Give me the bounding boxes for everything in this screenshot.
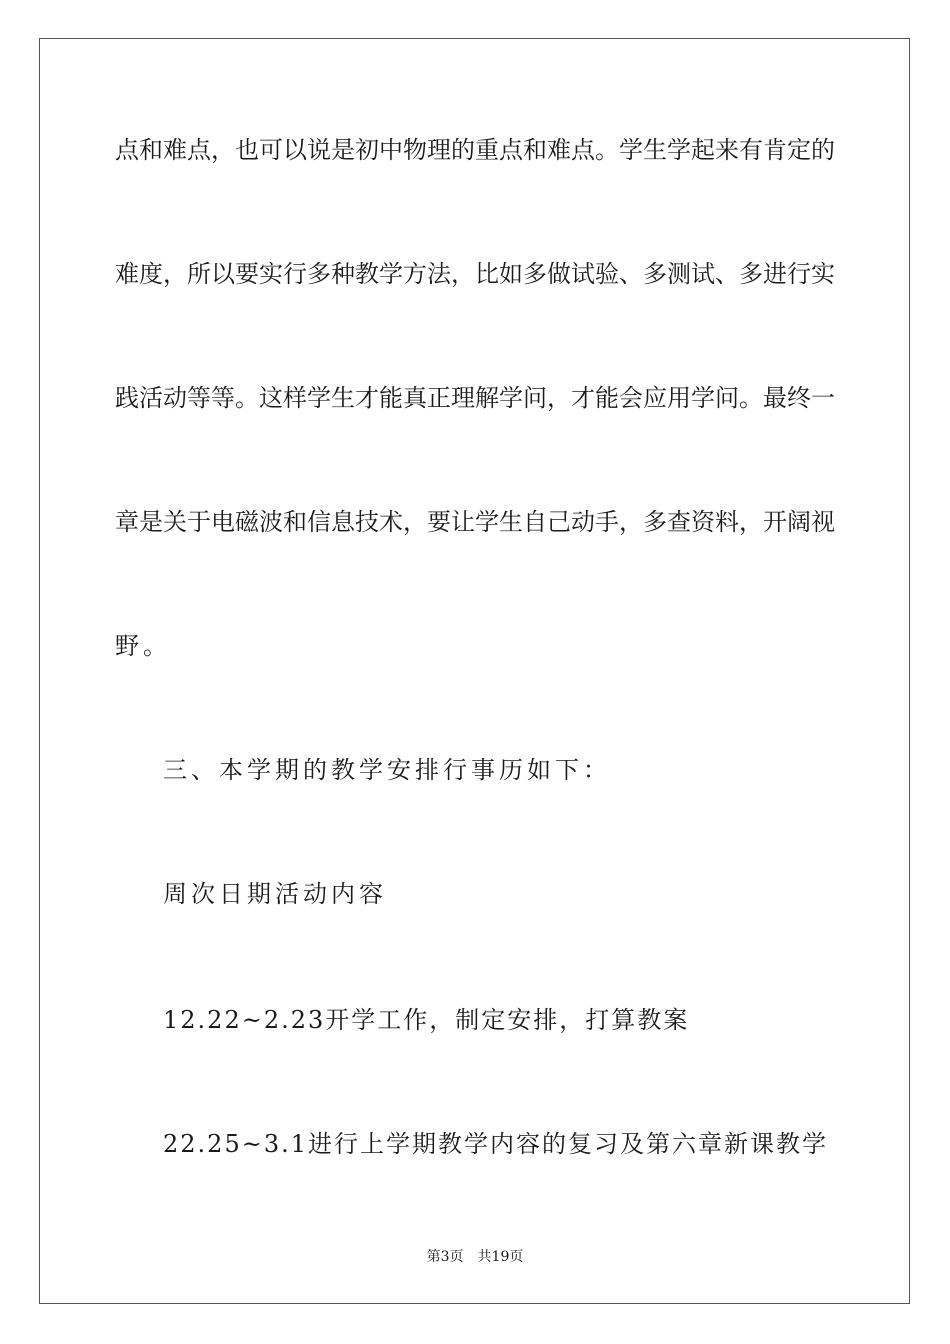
table-header: 周次日期活动内容 bbox=[163, 880, 387, 908]
page-number: 第3页 bbox=[426, 1249, 464, 1265]
schedule-row-2: 22.25~3.1进行上学期教学内容的复习及第六章新课教学 bbox=[163, 1130, 828, 1158]
section-heading: 三、本学期的教学安排行事历如下： bbox=[163, 756, 611, 784]
paragraph-line-2: 难度，所以要实行多种教学方法，比如多做试验、多测试、多进行实 bbox=[115, 260, 835, 288]
schedule-row-1: 12.22~2.23开学工作，制定安排，打算教案 bbox=[163, 1006, 690, 1034]
paragraph-line-3: 践活动等等。这样学生才能真正理解学问，才能会应用学问。最终一 bbox=[115, 384, 835, 412]
page-total: 共19页 bbox=[477, 1249, 524, 1265]
paragraph-line-5: 野。 bbox=[115, 632, 171, 660]
paragraph-line-1: 点和难点，也可以说是初中物理的重点和难点。学生学起来有肯定的 bbox=[115, 136, 835, 164]
page-frame bbox=[39, 38, 910, 1304]
paragraph-line-4: 章是关于电磁波和信息技术，要让学生自己动手，多查资料，开阔视 bbox=[115, 508, 835, 536]
page-footer bbox=[0, 1247, 950, 1267]
